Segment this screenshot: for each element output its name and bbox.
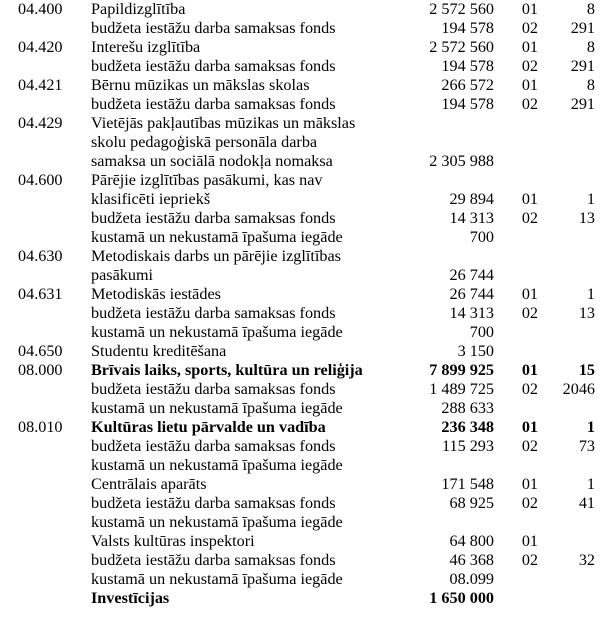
cell-desc: kustamā un nekustamā īpašuma iegāde [91,513,343,531]
cell-k1: 01 [521,190,538,208]
cell-desc: Bērnu mūzikas un mākslas skolas [91,76,310,94]
cell-desc: Valsts kultūras inspektori [91,532,255,550]
cell-code: 08.000 [18,361,63,379]
cell-desc: budžeta iestāžu darba samaksas fonds [91,380,336,398]
cell-desc: Metodiskais darbs un pārējie izglītības [91,247,341,265]
table-row [0,95,600,114]
cell-k1: 02 [521,380,538,398]
cell-k2: 291 [570,19,595,37]
cell-amt: 266 572 [441,76,494,94]
table-row [0,323,600,342]
cell-code: 04.650 [18,342,63,360]
cell-amt: 115 293 [441,437,494,455]
cell-amt: 194 578 [441,95,494,113]
table-row [0,19,600,38]
table-row [0,133,600,152]
cell-desc: Papildizglītība [91,0,186,18]
cell-k2: 1 [586,475,595,493]
cell-desc: budžeta iestāžu darba samaksas fonds [91,209,336,227]
cell-k2: 32 [578,551,595,569]
cell-k1: 02 [521,494,538,512]
table-row [0,551,600,570]
table-row [0,114,600,133]
cell-k1: 01 [521,285,538,303]
table-row [0,342,600,361]
cell-k1: 01 [521,76,538,94]
table-row [0,570,600,589]
cell-amt: 14 313 [449,304,494,322]
cell-amt: 236 348 [441,418,494,436]
cell-k2: 291 [570,57,595,75]
cell-code: 04.631 [18,285,63,303]
cell-desc: Centrālais aparāts [91,475,207,493]
cell-desc: budžeta iestāžu darba samaksas fonds [91,57,336,75]
cell-code: 08.010 [18,418,63,436]
cell-k1: 01 [521,0,538,18]
table-row [0,38,600,57]
table-row [0,399,600,418]
cell-amt: 29 894 [449,190,494,208]
cell-amt: 14 313 [449,209,494,227]
cell-amt: 1 489 725 [429,380,494,398]
cell-k1: 01 [521,361,538,379]
cell-amt: 194 578 [441,57,494,75]
table-row [0,152,600,171]
table-row [0,418,600,437]
cell-amt: 288 633 [441,399,494,417]
cell-desc: budžeta iestāžu darba samaksas fonds [91,19,336,37]
cell-amt: 171 548 [441,475,494,493]
cell-code: 04.630 [18,247,63,265]
table-row [0,304,600,323]
table-row [0,228,600,247]
cell-desc: Studentu kreditēšana [91,342,227,360]
cell-desc: skolu pedagoģiskā personāla darba [91,133,318,151]
cell-desc: kustamā un nekustamā īpašuma iegāde [91,570,343,588]
cell-amt: 68 925 [449,494,494,512]
cell-code: 04.420 [18,38,63,56]
table-row [0,76,600,95]
cell-amt: 2 572 560 [429,38,494,56]
table-row [0,57,600,76]
cell-k2: 291 [570,95,595,113]
table-row [0,190,600,209]
cell-k1: 01 [521,532,538,550]
cell-amt: 3 150 [457,342,494,360]
cell-amt: 26 744 [449,266,494,284]
cell-desc: Interešu izglītība [91,38,201,56]
table-row [0,266,600,285]
table-row [0,494,600,513]
cell-desc: Metodiskās iestādes [91,285,221,303]
cell-code: 04.600 [18,171,63,189]
cell-k2: 15 [578,361,595,379]
cell-k1: 02 [521,437,538,455]
cell-desc: pasākumi [91,266,154,284]
table-row [0,437,600,456]
cell-k1: 02 [521,551,538,569]
cell-k1: 01 [521,38,538,56]
cell-k2: 8 [586,76,595,94]
cell-desc: kustamā un nekustamā īpašuma iegāde [91,323,343,341]
table-row [0,171,600,190]
cell-k2: 73 [578,437,595,455]
cell-desc: Brīvais laiks, sports, kultūra un reliģija [91,361,363,379]
cell-desc: budžeta iestāžu darba samaksas fonds [91,551,336,569]
cell-k1: 02 [521,57,538,75]
table-row [0,0,600,19]
cell-amt: 194 578 [441,19,494,37]
cell-code: 04.421 [18,76,63,94]
cell-desc: Kultūras lietu pārvalde un vadība [91,418,326,436]
cell-k2: 8 [586,0,595,18]
cell-desc: Vietējās pakļautības mūzikas un mākslas [91,114,356,132]
table-row [0,475,600,494]
cell-code: 04.429 [18,114,63,132]
cell-amt: 64 800 [449,532,494,550]
cell-k2: 13 [578,304,595,322]
cell-amt: 1 650 000 [429,589,494,607]
cell-k2: 1 [586,418,595,436]
cell-amt: 700 [469,323,494,341]
cell-k2: 8 [586,38,595,56]
cell-amt: 2 572 560 [429,0,494,18]
table-row [0,361,600,380]
cell-desc: klasificēti iepriekš [91,190,211,208]
cell-desc: Pārējie izglītības pasākumi, kas nav [91,171,323,189]
cell-amt: 46 368 [449,551,494,569]
cell-k2: 1 [586,285,595,303]
cell-desc: kustamā un nekustamā īpašuma iegāde [91,228,343,246]
cell-desc: budžeta iestāžu darba samaksas fonds [91,95,336,113]
cell-k2: 41 [578,494,595,512]
cell-amt: 700 [469,228,494,246]
cell-k1: 02 [521,19,538,37]
cell-amt: 7 899 925 [429,361,494,379]
cell-amt: 08.099 [449,570,494,588]
cell-amt: 26 744 [449,285,494,303]
cell-desc: kustamā un nekustamā īpašuma iegāde [91,399,343,417]
table-row [0,589,600,608]
table-row [0,532,600,551]
cell-k1: 02 [521,209,538,227]
cell-desc: budžeta iestāžu darba samaksas fonds [91,304,336,322]
cell-k1: 02 [521,304,538,322]
table-row [0,513,600,532]
table-row [0,209,600,228]
table-row [0,380,600,399]
cell-desc: kustamā un nekustamā īpašuma iegāde [91,456,343,474]
cell-k1: 02 [521,95,538,113]
cell-k1: 01 [521,418,538,436]
cell-desc: Investīcijas [91,589,170,607]
cell-k2: 13 [578,209,595,227]
cell-desc: budžeta iestāžu darba samaksas fonds [91,494,336,512]
cell-k2: 2046 [562,380,595,398]
cell-desc: samaksa un sociālā nodokļa nomaksa [91,152,333,170]
table-row [0,285,600,304]
table-row [0,247,600,266]
cell-k1: 01 [521,475,538,493]
cell-k2: 1 [586,190,595,208]
cell-code: 04.400 [18,0,63,18]
table-row [0,456,600,475]
cell-desc: budžeta iestāžu darba samaksas fonds [91,437,336,455]
cell-amt: 2 305 988 [429,152,494,170]
